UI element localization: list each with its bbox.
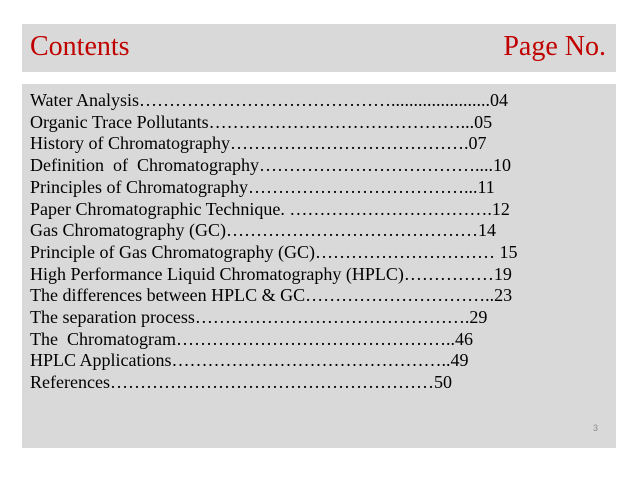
table-of-contents-list xyxy=(30,90,517,394)
toc-entry-definition-of-chromatography: Definition of Chromatography………………………………....10 xyxy=(30,155,511,176)
toc-entry-paper-chromatographic-technique: Paper Chromatographic Technique. …………………………….12 xyxy=(30,198,510,219)
toc-entry-references: References………………………………………………50 xyxy=(30,372,452,393)
page-number-heading: Page No. xyxy=(503,31,606,62)
toc-entry-gas-chromatography: Gas Chromatography (GC)……………………………………14 xyxy=(30,220,496,241)
toc-entry-chromatogram: The Chromatogram………………………………………..46 xyxy=(30,328,473,349)
toc-entry-differences-hplc-gc: The differences between HPLC & GC…………………………..23 xyxy=(30,285,513,306)
toc-entry-hplc: High Performance Liquid Chromatography (HPLC)……………19 xyxy=(30,263,512,284)
toc-entry-organic-trace-pollutants: Organic Trace Pollutants……………………………………...05 xyxy=(30,111,493,132)
table-of-contents-panel xyxy=(22,84,616,448)
toc-entry-principle-of-gas-chromatography: Principle of Gas Chromatography (GC)………………………… 15 xyxy=(30,241,518,262)
contents-title: Contents xyxy=(30,31,130,62)
toc-entry-separation-process: The separation process……………………………………….29 xyxy=(30,307,488,328)
toc-entry-water-analysis: Water Analysis……………………………………......................04 xyxy=(30,90,509,110)
toc-entry-hplc-applications: HPLC Applications………………………………………..49 xyxy=(30,350,469,371)
contents-header-band xyxy=(22,24,616,72)
slide-number: 3 xyxy=(592,423,598,433)
toc-entry-principles-of-chromatography: Principles of Chromatography………………………………...11 xyxy=(30,176,495,197)
toc-entry-history-of-chromatography: History of Chromatography………………………………….07 xyxy=(30,133,487,154)
